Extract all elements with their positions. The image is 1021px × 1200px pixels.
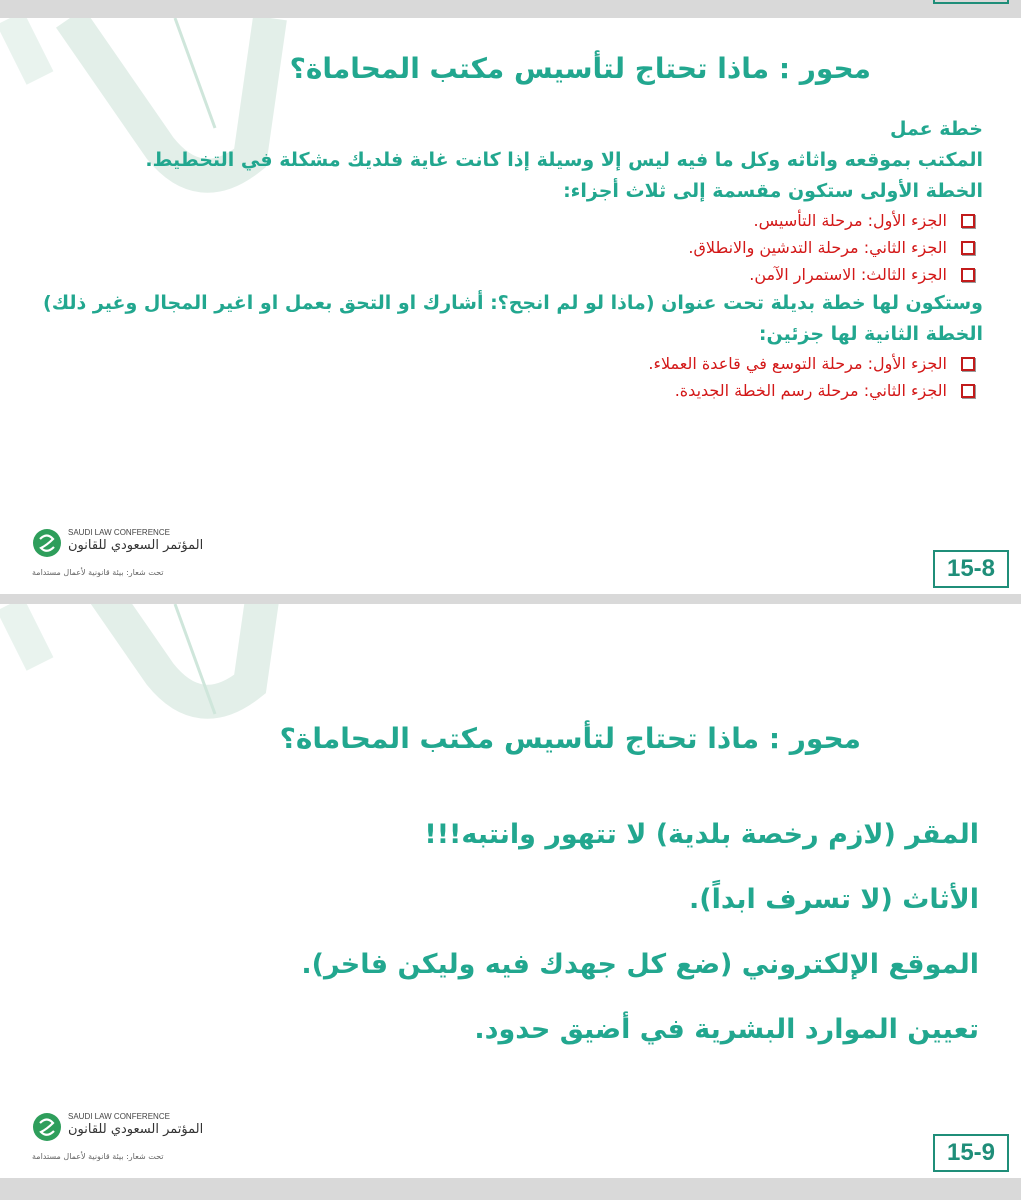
page-number: 15-8 bbox=[933, 550, 1009, 588]
page-number: 15-9 bbox=[933, 1134, 1009, 1172]
conference-logo-icon bbox=[32, 528, 62, 558]
list-item-text: الجزء الثاني: مرحلة رسم الخطة الجديدة. bbox=[674, 381, 947, 400]
bottom-gap bbox=[0, 1178, 1021, 1200]
top-gap bbox=[0, 0, 1021, 8]
checkbox-icon bbox=[961, 384, 975, 398]
point-item: تعيين الموارد البشرية في أضيق حدود. bbox=[474, 1014, 979, 1045]
list-item-text: الجزء الأول: مرحلة التأسيس. bbox=[753, 211, 947, 230]
previous-page-number-box bbox=[933, 0, 1009, 4]
slide-15-9 bbox=[0, 604, 1021, 1178]
logo-english-text: SAUDI LAW CONFERENCE bbox=[68, 528, 170, 537]
decorative-arcs bbox=[0, 604, 300, 734]
checkbox-icon bbox=[961, 357, 975, 371]
list-item-text: الجزء الثاني: مرحلة التدشين والانطلاق. bbox=[688, 238, 947, 257]
slide-title: محور : ماذا تحتاج لتأسيس مكتب المحاماة؟ bbox=[279, 722, 861, 755]
checkbox-icon bbox=[961, 214, 975, 228]
slide-gap bbox=[0, 594, 1021, 604]
checkbox-icon bbox=[961, 241, 975, 255]
slide-15-8 bbox=[0, 18, 1021, 594]
point-item: الأثاث (لا تسرف ابداً). bbox=[688, 884, 979, 915]
list-item-text: الجزء الثالث: الاستمرار الآمن. bbox=[749, 265, 947, 284]
body-line: الخطة الأولى ستكون مقسمة إلى ثلاث أجزاء: bbox=[563, 180, 983, 202]
list-item bbox=[33, 261, 983, 288]
slide-body bbox=[33, 114, 983, 404]
slide-body bbox=[29, 802, 979, 1062]
heading-business-plan: خطة عمل bbox=[889, 118, 983, 140]
slide-title: محور : ماذا تحتاج لتأسيس مكتب المحاماة؟ bbox=[289, 52, 871, 85]
list-item bbox=[33, 234, 983, 261]
logo-tagline: تحت شعار: بيئة قانونية لأعمال مستدامة bbox=[32, 1152, 164, 1161]
list-item bbox=[33, 207, 983, 234]
alternative-plan-text: وستكون لها خطة بديلة تحت عنوان (ماذا لو لم انجح؟: أشارك او التحق بعمل او اغير المجال وغير ذلك) bbox=[43, 292, 983, 314]
logo-arabic-text: المؤتمر السعودي للقانون bbox=[68, 538, 204, 553]
logo-english-text: SAUDI LAW CONFERENCE bbox=[68, 1112, 170, 1121]
conference-logo-icon bbox=[32, 1112, 62, 1142]
point-item: المقر (لازم رخصة بلدية) لا تتهور وانتبه!!! bbox=[424, 819, 979, 850]
second-plan-text: الخطة الثانية لها جزئين: bbox=[758, 323, 983, 345]
logo-arabic-text: المؤتمر السعودي للقانون bbox=[68, 1122, 204, 1137]
point-item: الموقع الإلكتروني (ضع كل جهدك فيه وليكن فاخر). bbox=[301, 949, 979, 980]
logo-tagline: تحت شعار: بيئة قانونية لأعمال مستدامة bbox=[32, 568, 164, 577]
body-line: المكتب بموقعه واثاثه وكل ما فيه ليس إلا وسيلة إذا كانت غاية فلديك مشكلة في التخطيط. bbox=[145, 149, 983, 171]
list-item-text: الجزء الأول: مرحلة التوسع في قاعدة العملاء. bbox=[648, 354, 947, 373]
checkbox-icon bbox=[961, 268, 975, 282]
list-item bbox=[33, 377, 983, 404]
list-item bbox=[33, 350, 983, 377]
